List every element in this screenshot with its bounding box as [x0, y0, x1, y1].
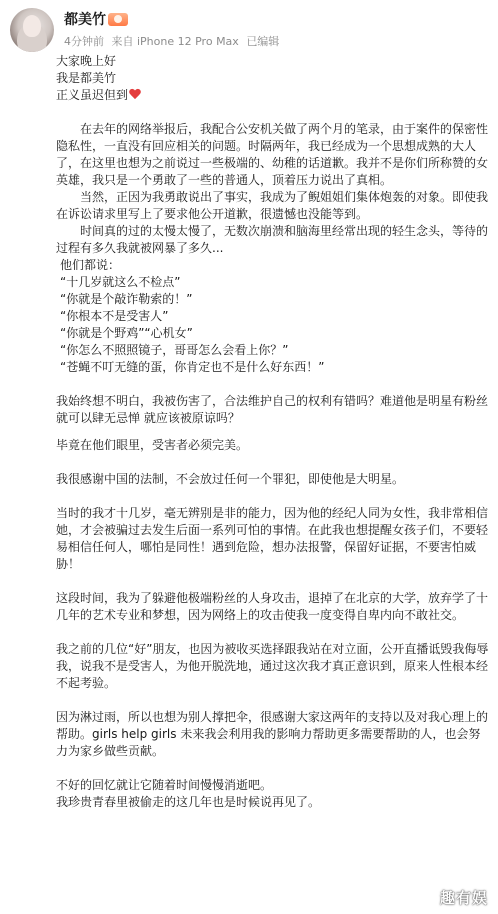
paragraph: 时间真的过的太慢太慢了，无数次崩溃和脑海里经常出现的轻生念头，等待的过程有多久我就被网暴了多久... [56, 224, 489, 255]
quote-item: “你就是个敲诈勒索的！” [60, 292, 193, 306]
post-header [10, 8, 490, 56]
paragraph: 我很感谢中国的法制，不会放过任何一个罪犯，即使他是大明星。 [56, 472, 405, 486]
paragraph: 因为淋过雨，所以也想为别人撑把伞，很感谢大家这两年的支持以及对我心理上的帮助。girls help girls 未来我会利用我的影响力帮助更多需要帮助的人，也会努力为家乡做些贡献。 [56, 710, 489, 758]
paragraph: 当然，正因为我勇敢说出了事实，我成为了鲵姐姐们集体炮轰的对象。即使我在诉讼请求里写上了要求他公开道歉，很遗憾也没能等到。 [56, 190, 489, 221]
post-time: 4分钟前 [64, 35, 104, 48]
greeting-line: 大家晚上好 [56, 54, 117, 68]
quote-list [56, 274, 490, 376]
paragraph: 我之前的几位“好”朋友，也因为被收买选择跟我站在对立面，公开直播诋毁我侮辱我，说我不是受害人，为他开脱洗地，通过这次我才真正意识到，原来人性根本经不起考验。 [56, 642, 489, 690]
avatar[interactable] [10, 8, 54, 52]
username[interactable]: 都美竹 [64, 12, 106, 28]
justice-line [56, 87, 490, 104]
verified-badge-icon [108, 13, 128, 26]
paragraph: 在去年的网络举报后，我配合公安机关做了两个月的笔录，由于案件的保密性隐私性，一直没有回应相关的问题。时隔两年，我已经成为一个思想成熟的大人了，在这里也想为之前说过一些极端的、幼稚的话道歉。我并不是你们所称赞的女英雄，我只是一个勇敢了一些的普通人，顶着压力说出了真相。 [56, 122, 489, 187]
post-edited: 已编辑 [246, 35, 280, 48]
quote-item: “苍蝇不叮无缝的蛋，你肯定也不是什么好东西！” [60, 360, 325, 374]
paragraph: 这段时间，我为了躲避他极端粉丝的人身攻击，退掉了在北京的大学，放弃学了十几年的艺术专业和梦想，因为网络上的攻击使我一度变得自卑内向不敢社交。 [56, 591, 489, 622]
quote-item: “十几岁就这么不检点” [60, 275, 181, 289]
intro-line: 我是都美竹 [56, 71, 117, 85]
watermark: 趣有娱 [439, 889, 488, 907]
they-say-label: 他们都说： [60, 258, 121, 272]
justice-text: 正义虽迟但到 [56, 88, 129, 102]
paragraph: 毕竟在他们眼里，受害者必须完美。 [56, 438, 249, 452]
closing-line: 我珍贵青春里被偷走的这几年也是时候说再见了。 [56, 795, 321, 809]
closing-line: 不好的回忆就让它随着时间慢慢消逝吧。 [56, 778, 273, 792]
quote-item: “你怎么不照照镜子，哥哥怎么会看上你？” [60, 343, 289, 357]
post-meta [64, 35, 283, 49]
post-source: 来自 iPhone 12 Pro Max [111, 35, 239, 48]
heart-icon [129, 89, 141, 100]
quote-item: “你就是个野鸡”“心机女” [60, 326, 193, 340]
paragraph: 当时的我才十几岁，毫无辨别是非的能力，因为他的经纪人同为女性，我非常相信她，才会被骗过去发生后面一系列可怕的事情。在此我也想提醒女孩子们，不要轻易相信任何人，哪怕是同性！遇到危险，想办法报警，保留好证据，不要害怕威胁！ [56, 506, 489, 571]
post-body [56, 53, 490, 811]
quote-item: “你根本不是受害人” [60, 309, 169, 323]
paragraph: 我始终想不明白，我被伤害了，合法维护自己的权利有错吗？难道他是明星有粉丝就可以肆无忌惮 就应该被原谅吗？ [56, 394, 489, 425]
post-opening [56, 53, 490, 104]
